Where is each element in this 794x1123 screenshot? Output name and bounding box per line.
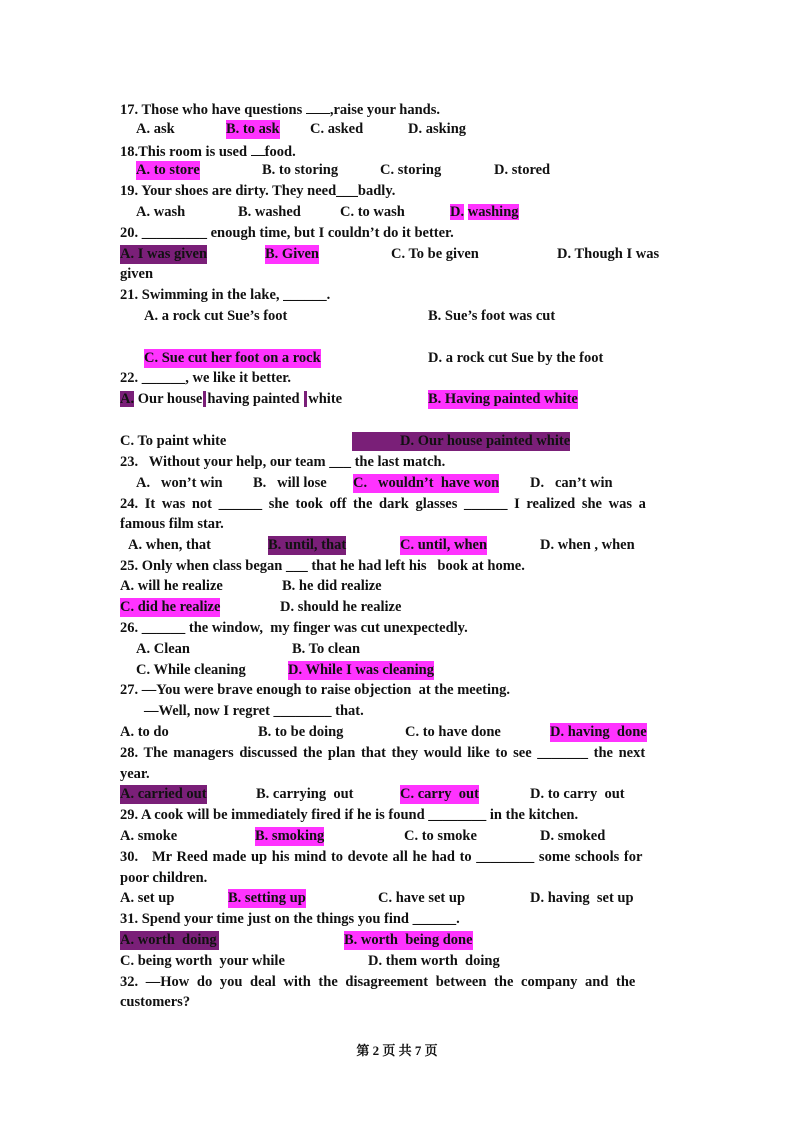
q31-option-c: C. being worth your while [120,953,285,969]
q17-option-c: C. asked [310,121,364,137]
q27-option-a: A. to do [120,724,169,740]
q30-stem-cont: poor children. [120,870,208,886]
q19-option-b: B. washed [238,204,301,220]
q23-option-a: A. won’t win [136,475,223,491]
q24-option-a: A. when, that [128,537,211,553]
q22-option-c: C. To paint white [120,433,227,449]
q29-option-b: B. smoking [255,828,325,844]
q18-option-c: C. storing [380,162,442,178]
q29-option-d: D. smoked [540,828,606,844]
q22-stem: 22. ______, we like it better. [120,370,292,386]
q26-stem: 26. ______ the window, my finger was cut unexpectedly. [120,620,468,636]
q23-option-b: B. will lose [253,475,327,491]
q26-option-a: A. Clean [136,641,190,657]
q30-option-b: B. setting up [228,890,306,906]
q30-option-c: C. have set up [378,890,466,906]
q28-option-b: B. carrying out [256,786,354,802]
q32-stem-cont: customers? [120,994,191,1010]
q21-stem: 21. Swimming in the lake, ______. [120,287,331,303]
q20-option-c: C. To be given [391,246,479,262]
q28-stem: 28. The managers discussed the plan that they would like to see _______ the next [120,745,646,761]
q24-option-d: D. when , when [540,537,635,553]
q24-option-b: B. until, that [268,537,347,553]
q30-stem: 30. Mr Reed made up his mind to devote all he had to ________ some schools for [120,849,643,865]
q26-option-d: D. While I was cleaning [288,662,434,678]
q27-stem-reply: —Well, now I regret ________ that. [144,703,364,719]
q28-stem-cont: year. [120,766,150,782]
q32-stem: 32. —How do you deal with the disagreement between the company and the [120,974,636,990]
q22-option-b: B. Having painted white [428,391,578,407]
q17-option-d: D. asking [408,121,467,137]
q17-stem: 17. Those who have questions ,raise your hands. [120,99,440,120]
q30-option-d: D. having set up [530,890,634,906]
q19-stem: 19. Your shoes are dirty. They need___badly. [120,183,396,199]
q25-option-a: A. will he realize [120,578,223,594]
q29-option-c: C. to smoke [404,828,477,844]
q27-option-c: C. to have done [405,724,501,740]
q21-option-a: A. a rock cut Sue’s foot [144,308,288,324]
q27-stem: 27. —You were brave enough to raise objection at the meeting. [120,682,510,698]
q31-option-d: D. them worth doing [368,953,500,969]
q31-stem: 31. Spend your time just on the things you find ______. [120,911,460,927]
q17-option-a: A. ask [136,121,175,137]
page-footer: 第 2 页 共 7 页 [356,1043,438,1058]
q28-option-a: A. carried out [120,786,207,802]
q28-option-d: D. to carry out [530,786,625,802]
q23-stem: 23. Without your help, our team ___ the last match. [120,454,446,470]
q20-option-d-cont: given [120,266,154,282]
q20-stem: 20. _________ enough time, but I couldn’t do it better. [120,225,454,241]
q21-option-c: C. Sue cut her foot on a rock [144,350,321,366]
q23-option-c: C. wouldn’t have won [353,475,500,491]
q30-option-a: A. set up [120,890,175,906]
q20-option-d: D. Though I was [557,246,660,262]
q25-option-b: B. he did realize [282,578,382,594]
q31-option-b: B. worth being done [344,932,473,948]
q18-option-b: B. to storing [262,162,339,178]
q26-option-c: C. While cleaning [136,662,246,678]
q20-option-b: B. Given [265,246,319,262]
q26-option-b: B. To clean [292,641,361,657]
q23-option-d: D. can’t win [530,475,613,491]
q19-option-c: C. to wash [340,204,405,220]
q19-option-d: D. washing [450,204,519,220]
q21-option-b: B. Sue’s foot was cut [428,308,556,324]
q22-option-a: A. Our house having painted white [120,391,343,407]
q29-stem: 29. A cook will be immediately fired if he is found ________ in the kitchen. [120,807,579,823]
q18-stem: 18.This room is used food. [120,141,296,162]
q21-option-d: D. a rock cut Sue by the foot [428,350,604,366]
q27-option-b: B. to be doing [258,724,344,740]
q31-option-a: A. worth doing [120,932,217,948]
q25-option-d: D. should he realize [280,599,402,615]
q24-stem: 24. It was not ______ she took off the dark glasses ______ I realized she was a [120,496,646,512]
q22-option-d: D. Our house painted white [352,432,570,451]
q20-option-a: A. I was given [120,246,208,262]
q19-option-a: A. wash [136,204,186,220]
q27-option-d: D. having done [550,724,647,740]
q29-option-a: A. smoke [120,828,178,844]
q24-option-c: C. until, when [400,537,488,553]
q24-stem-cont: famous film star. [120,516,224,532]
q17-option-b: B. to ask [226,121,280,137]
q18-option-d: D. stored [494,162,551,178]
q28-option-c: C. carry out [400,786,479,802]
q25-option-c: C. did he realize [120,599,221,615]
q18-option-a: A. to store [136,162,200,178]
q25-stem: 25. Only when class began ___ that he had left his book at home. [120,558,525,574]
